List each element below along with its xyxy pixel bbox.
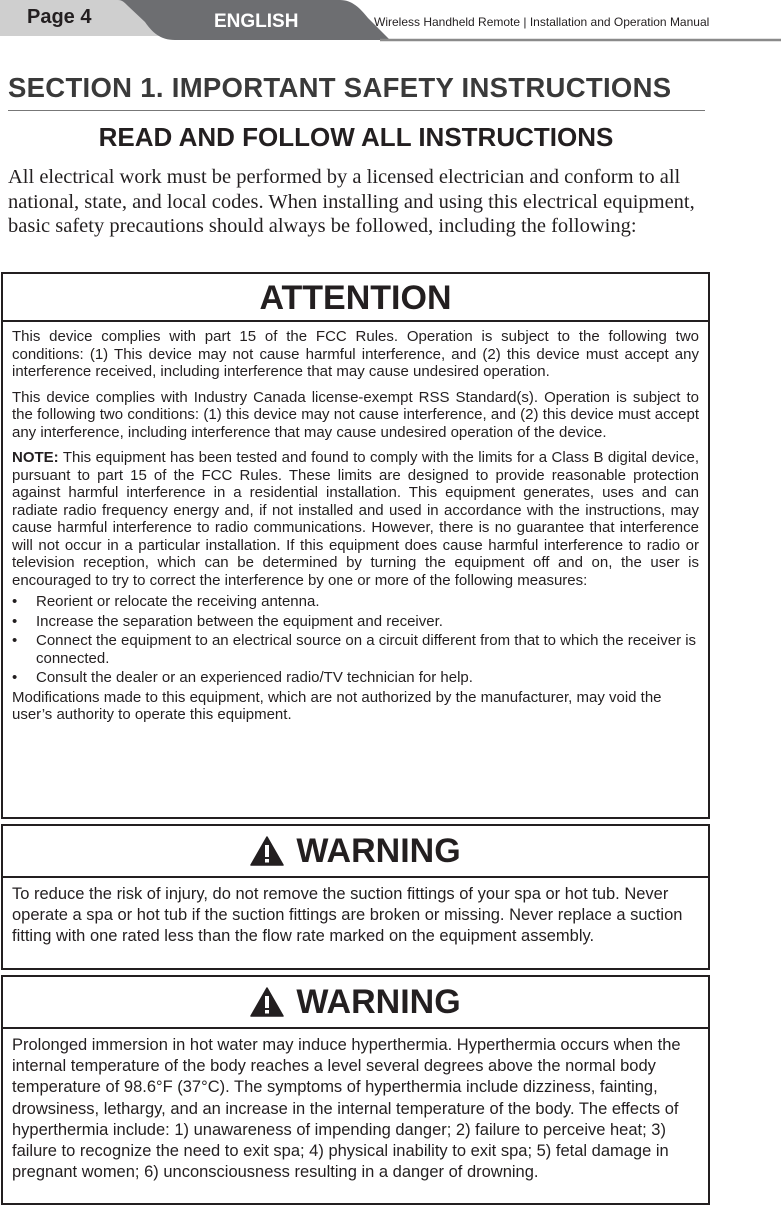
bullet-icon: • — [12, 612, 18, 630]
intro-paragraph: All electrical work must be performed by a licensed electrician and conform to all national, state, and local codes. When installing and using this electrical equipment, basic safety precautions should always be followed, including the following: — [8, 166, 695, 237]
note-label: NOTE: — [12, 449, 59, 466]
warning-title: WARNING — [296, 983, 461, 1021]
bullet-icon: • — [12, 632, 18, 649]
list-item-text: Connect the equipment to an electrical source on a circuit different from that to which the receiver is connected. — [36, 632, 697, 667]
warning-text: Prolonged immersion in hot water may induce hyperthermia. Hyperthermia occurs when the internal temperature of the body reaches a level several degrees above the normal body temperature of 98.6°F (37°C). The symptoms of hyperthermia include dizziness, fainting, drowsiness, lethargy, and an increase in the internal temperature of the body. The effects of hyperthermia include: 1) unawareness of impending danger; 2) failure to perceive heat; 3) failure to recognize the need to exit spa; 4) physical inability to exit spa; 5) fetal damage in pregnant women; 6) unconsciousness resulting in a danger of drowning. — [12, 1036, 681, 1182]
industry-canada-paragraph: This device complies with Industry Canada license-exempt RSS Standard(s). Operation is subject to the following two conditions: (1) this device may not cause interference, and (2) this device must accept any interference, including interference that may cause undesired operation of the device. — [12, 388, 699, 441]
note-paragraph — [12, 449, 699, 589]
page-number: Page 4 — [27, 6, 92, 28]
attention-body — [3, 322, 708, 724]
list-item — [12, 669, 699, 687]
measures-list — [12, 593, 699, 687]
note-text: This equipment has been tested and found to comply with the limits for a Class B digital device, pursuant to part 15 of the FCC Rules. These limits are designed to provide reasonable protection against harmful interference in a residential installation. This equipment generates, uses and can radiate radio frequency energy and, if not installed and used in accordance with the instructions, may cause harmful interference to radio communications. However, there is no guarantee that interference will not occur in a particular installation. If this equipment does cause harmful interference to radio or television reception, which can be determined by turning the equipment off and on, the user is encouraged to try to correct the interference by one or more of the following measures: — [12, 449, 699, 589]
attention-box — [1, 272, 710, 819]
warning-title: WARNING — [296, 832, 461, 870]
page-header — [0, 0, 781, 44]
warning-header — [3, 826, 708, 878]
warning-text: To reduce the risk of injury, do not remove the suction fittings of your spa or hot tub. Never operate a spa or hot tub if the suction fittings are broken or missing. Never replace a suction fitting with one rated less than the flow rate marked on the equipment assembly. — [12, 885, 683, 946]
bullet-icon: • — [12, 669, 18, 686]
read-follow-heading: READ AND FOLLOW ALL INSTRUCTIONS — [98, 122, 614, 152]
manual-title: Wireless Handheld Remote | Installation and Operation Manual — [374, 15, 710, 29]
list-item-text: Increase the separation between the equipment and receiver. — [36, 612, 443, 630]
fcc-paragraph: This device complies with part 15 of the FCC Rules. Operation is subject to the following two conditions: (1) This device may not cause harmful interference, and (2) this device must accept any interference received, including interference that may cause undesired operation. — [12, 328, 699, 380]
warning-header — [3, 977, 708, 1029]
attention-title: ATTENTION — [3, 274, 708, 322]
warning-triangle-icon — [250, 987, 284, 1017]
list-item — [12, 632, 699, 667]
warning-box-hyperthermia — [1, 975, 710, 1205]
modifications-paragraph: Modifications made to this equipment, which are not authorized by the manufacturer, may void the user’s authority to operate this equipment. — [12, 688, 662, 723]
list-item-text: Reorient or relocate the receiving antenna. — [36, 593, 320, 610]
list-item — [12, 613, 699, 631]
warning-triangle-icon — [250, 836, 284, 866]
bullet-icon: • — [12, 593, 18, 610]
section-title: SECTION 1. IMPORTANT SAFETY INSTRUCTIONS — [8, 72, 672, 103]
language-tab[interactable]: ENGLISH — [214, 11, 299, 32]
section-divider — [8, 110, 705, 111]
warning-box-suction — [1, 824, 710, 970]
list-item — [12, 593, 699, 611]
list-item-text: Consult the dealer or an experienced radio/TV technician for help. — [36, 669, 473, 686]
